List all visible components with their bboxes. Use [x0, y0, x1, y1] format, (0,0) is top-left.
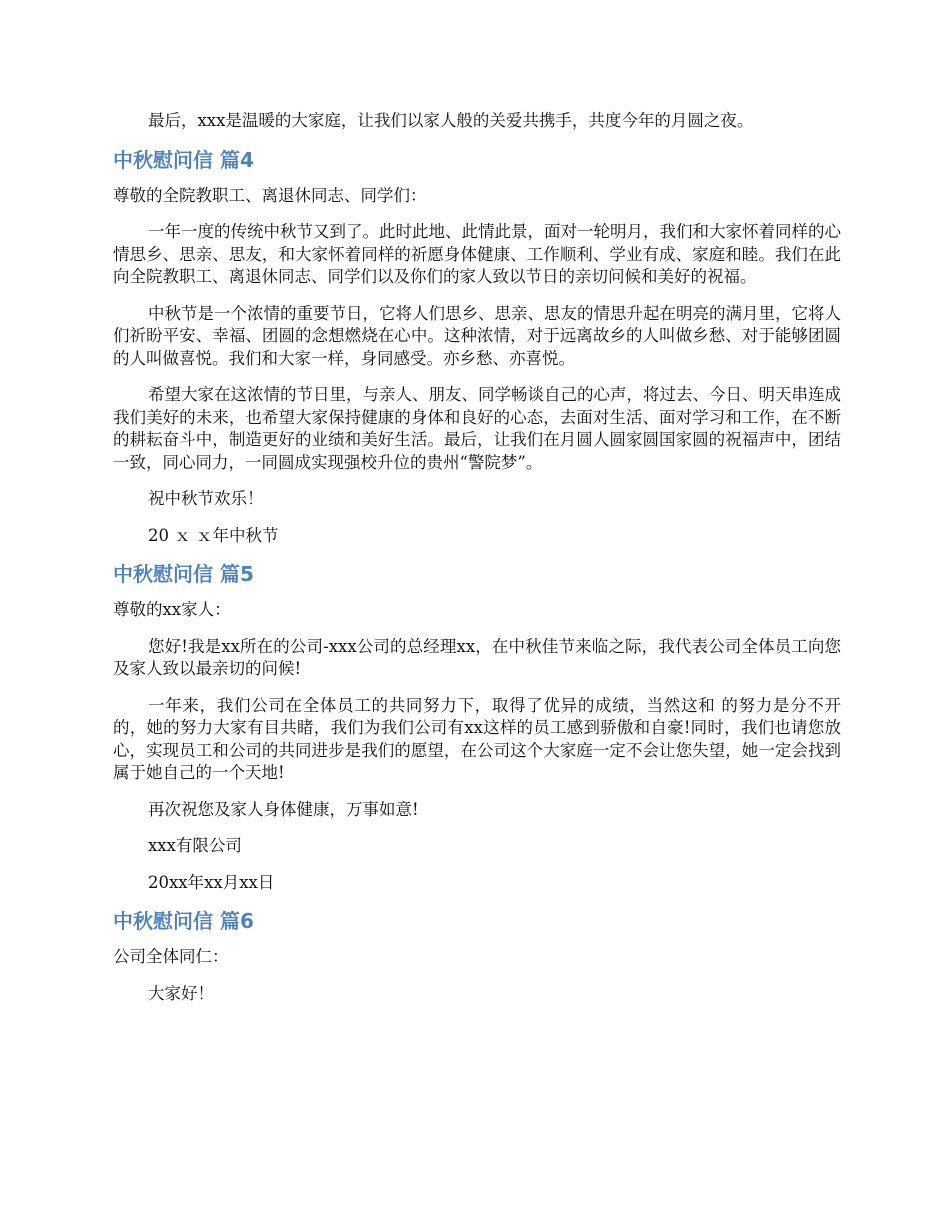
paragraph: 希望大家在这浓情的节日里，与亲人、朋友、同学畅谈自己的心声，将过去、今日、明天串连成我们美好的未来，也希望大家保持健康的身体和良好的心态，去面对生活、面对学习和工作，在不断的耕耘奋斗中，制造更好的业绩和美好生活。最后，让我们在月圆人圆家圆国家圆的祝福声中，团结一致，同心同力，一同圆成实现强校升位的贵州“警院梦”。 [113, 385, 841, 472]
date-line: 20 ｘ ｘ年中秋节 [148, 525, 279, 545]
salutation: 公司全体同仁： [113, 947, 229, 966]
paragraph: 最后，xxx是温暖的大家庭，让我们以家人般的关爱共携手，共度今年的月圆之夜。 [148, 111, 754, 130]
salutation: 尊敬的xx家人： [113, 600, 231, 619]
closing-wish: 祝中秋节欢乐！ [148, 489, 264, 508]
salutation: 尊敬的全院教职工、离退休同志、同学们： [113, 185, 427, 205]
closing-wish: 再次祝您及家人身体健康，万事如意! [148, 799, 419, 819]
paragraph: 中秋节是一个浓情的重要节日，它将人们思乡、思亲、思友的情思升起在明亮的满月里，它将人们祈盼平安、幸福、团圆的念想燃烧在心中。这种浓情，对于远离故乡的人叫做乡愁、对于能够团圆的人叫做喜悦。我们和大家一样，身同感受。亦乡愁、亦喜悦。 [113, 303, 841, 368]
section-heading-4: 中秋慰问信 篇4 [113, 147, 254, 172]
section-heading-6: 中秋慰问信 篇6 [113, 909, 254, 933]
date-line: 20xx年xx月xx日 [148, 872, 275, 892]
paragraph: 您好!我是xx所在的公司-xxx公司的总经理xx，在中秋佳节来临之际，我代表公司全体员工向您及家人致以最亲切的问候! [113, 636, 841, 678]
paragraph: 一年来，我们公司在全体员工的共同努力下，取得了优异的成绩，当然这和 的努力是分不开的，她的努力大家有目共睹，我们为我们公司有xx这样的员工感到骄傲和自豪!同时，我们也请您放心，实现员工和公司的共同进步是我们的愿望，在公司这个大家庭一定不会让您失望，她一定会找到属于她自己的一个天地! [113, 695, 841, 782]
signature-company: xxx有限公司 [148, 836, 242, 855]
paragraph: 一年一度的传统中秋节又到了。此时此地、此情此景，面对一轮明月，我们和大家怀着同样的心情思乡、思亲、思友，和大家怀着同样的祈愿身体健康、工作顺利、学业有成、家庭和睦。我们在此向全院教职工、离退休同志、同学们以及你们的家人致以节日的亲切问候和美好的祝福。 [113, 222, 841, 286]
document-body [113, 110, 841, 1019]
section-heading-5: 中秋慰问信 篇5 [113, 562, 254, 586]
greeting: 大家好！ [148, 983, 214, 1003]
